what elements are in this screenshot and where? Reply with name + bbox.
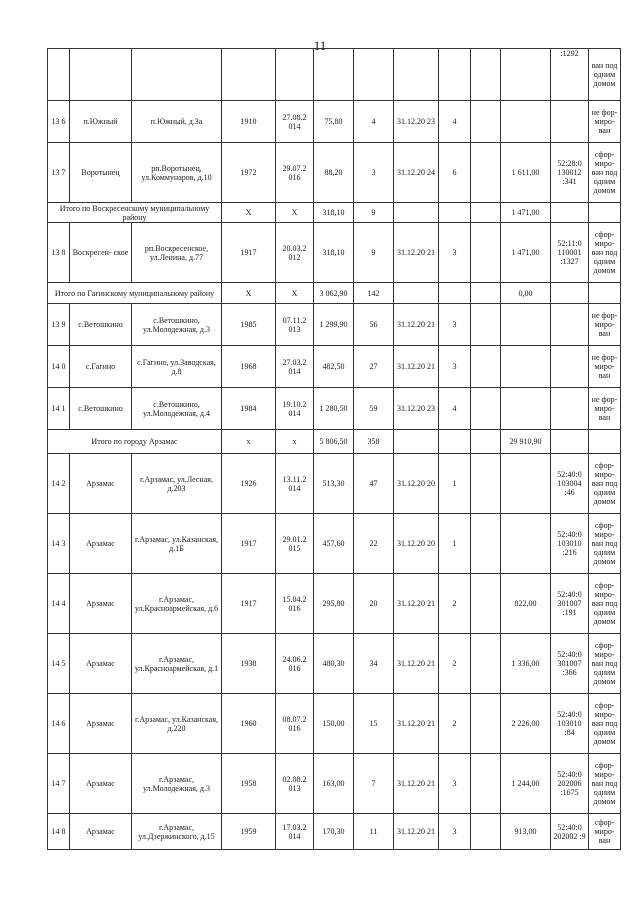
residents-cell: 27 [354,346,394,388]
year-cell: 1910 [222,101,276,143]
amount-cell: 822,00 [501,574,551,634]
area-cell: 1 299,90 [314,304,354,346]
amount-cell: 1 471,00 [501,223,551,283]
residents-cell: 4 [354,101,394,143]
total-row [48,203,621,223]
date-cell: 19.10.2 014 [276,388,314,430]
cadastre-cell [551,430,589,454]
deadline-cell: 31.12.20 21 [394,304,439,346]
row-number-cell: 14 8 [48,814,70,850]
area-cell: 170,30 [314,814,354,850]
deadline-cell: 31.12.20 23 [394,101,439,143]
address-cell: г.Арзамас, ул.Казанская, д.220 [132,694,222,754]
year-cell: 1972 [222,143,276,203]
amount-cell [501,346,551,388]
area-cell: 480,30 [314,634,354,694]
count-cell [471,223,501,283]
count-cell [471,143,501,203]
address-cell: рп.Воротынец, ул.Коммунаров, д.10 [132,143,222,203]
locality-cell: п.Южный [70,101,132,143]
locality-cell: Воротынец [70,143,132,203]
table-row [48,223,621,283]
locality-cell: Арзамас [70,814,132,850]
stage-cell: 3 [439,223,471,283]
area-cell: 457,60 [314,514,354,574]
status-cell: сфор- миро- ван [589,814,621,850]
amount-cell: 1 471,00 [501,203,551,223]
deadline-cell: 31.12.20 21 [394,694,439,754]
year-cell: X [222,283,276,304]
residents-cell: 22 [354,514,394,574]
year-cell: 1960 [222,694,276,754]
cadastre-cell [551,101,589,143]
row-number-cell: 13 8 [48,223,70,283]
page-number: 11 [313,38,327,53]
area-cell: 482,50 [314,346,354,388]
year-cell: 1959 [222,814,276,850]
table-row [48,304,621,346]
cadastre-cell: 52:40:0 103010 :216 [551,514,589,574]
stage-cell: 3 [439,346,471,388]
residents-cell: 56 [354,304,394,346]
row-number-cell: 14 4 [48,574,70,634]
count-cell [471,304,501,346]
residents-cell: 9 [354,223,394,283]
amount-cell [501,388,551,430]
residents-cell: 34 [354,634,394,694]
date-cell: 29.01.2 015 [276,514,314,574]
housing-register-table [47,48,621,850]
deadline-cell [394,283,439,304]
table-row [48,754,621,814]
year-cell: 1926 [222,454,276,514]
deadline-cell: 31.12.20 24 [394,143,439,203]
table-row [48,634,621,694]
residents-cell: 7 [354,754,394,814]
cadastre-cell: 52:40:0 202002 :9 [551,814,589,850]
address-cell: г.Арзамас, ул.Красноармейская, д.1 [132,634,222,694]
count-cell [471,814,501,850]
residents-cell: 15 [354,694,394,754]
locality-cell: Арзамас [70,514,132,574]
cadastre-cell: 52:11:0 110001 :1327 [551,223,589,283]
table-row [48,694,621,754]
table-row [48,454,621,514]
status-cell: не фор- миро- ван [589,388,621,430]
amount-cell [501,101,551,143]
area-cell: 3 062,90 [314,283,354,304]
year-cell: 1985 [222,304,276,346]
stage-cell [439,283,471,304]
stage-cell: 2 [439,694,471,754]
date-cell: 02.08.2 013 [276,754,314,814]
row-number-cell: 14 6 [48,694,70,754]
date-cell: 15.04.2 016 [276,574,314,634]
deadline-cell: 31.12.20 21 [394,634,439,694]
address-cell: г.Арзамас, ул.Дзержинского, д.15 [132,814,222,850]
stage-cell: 3 [439,814,471,850]
area-cell: 163,00 [314,754,354,814]
area-cell: 318,10 [314,203,354,223]
locality-cell: с.Гагино [70,346,132,388]
status-cell: сфор- миро- ван под одним домом [589,634,621,694]
date-cell: 17.03.2 014 [276,814,314,850]
address-cell: г.Арзамас, ул.Казанская, д.1Б [132,514,222,574]
cadastre-cell: 52:40:0 301007 :191 [551,574,589,634]
status-cell: сфор- миро- ван под одним домом [589,143,621,203]
locality-cell: Арзамас [70,574,132,634]
stage-cell: 1 [439,514,471,574]
row-number-cell: 14 1 [48,388,70,430]
locality-cell: Арзамас [70,454,132,514]
residents-cell: 20 [354,574,394,634]
amount-cell: 2 226,00 [501,694,551,754]
deadline-cell: 31.12.20 21 [394,223,439,283]
deadline-cell: 31.12.20 23 [394,388,439,430]
area-cell: 88,20 [314,143,354,203]
date-cell: 29.07.2 016 [276,143,314,203]
count-cell [471,754,501,814]
cadastre-cell: 52:40:0 202006 :1675 [551,754,589,814]
status-cell: сфор- миро- ван под одним домом [589,574,621,634]
date-cell: 20.03.2 012 [276,223,314,283]
address-cell: п.Южный, д.3а [132,101,222,143]
row-number-cell: 14 2 [48,454,70,514]
area-cell: 5 806,50 [314,430,354,454]
area-cell: 295,80 [314,574,354,634]
residents-cell: 142 [354,283,394,304]
locality-cell: Арзамас [70,754,132,814]
table-row [48,101,621,143]
cadastre-cell: 52:40:0 301007 :366 [551,634,589,694]
status-cell: не фор- миро- ван [589,101,621,143]
amount-cell [501,304,551,346]
stage-cell: 2 [439,574,471,634]
table-row [48,814,621,850]
deadline-cell: 31.12.20 21 [394,754,439,814]
amount-cell: 1 244,00 [501,754,551,814]
amount-cell [501,454,551,514]
table-row [48,514,621,574]
area-cell: 150,00 [314,694,354,754]
count-cell [471,634,501,694]
address-cell: с.Ветошкино, ул.Молодежная, д.4 [132,388,222,430]
locality-cell: с.Ветошкино [70,388,132,430]
address-cell: с.Ветошкино, ул.Молодежная, д.3 [132,304,222,346]
deadline-cell [394,430,439,454]
deadline-cell: 31.12.20 21 [394,346,439,388]
date-cell: 13.11.2 014 [276,454,314,514]
total-label: Итого по Гагинскому муниципальному району [48,283,222,304]
date-cell: 24.06.2 016 [276,634,314,694]
count-cell [471,346,501,388]
residents-cell: 59 [354,388,394,430]
deadline-cell [394,203,439,223]
status-cell: сфор- миро- ван под одним домом [589,454,621,514]
cadastre-cell [551,304,589,346]
address-cell: г.Арзамас, ул.Молодежная, д.3 [132,754,222,814]
total-row [48,283,621,304]
area-cell: 1 280,50 [314,388,354,430]
count-cell [471,283,501,304]
residents-cell: 47 [354,454,394,514]
locality-cell: Арзамас [70,694,132,754]
status-cell: ван под одним домом [589,49,621,101]
row-number-cell: 14 0 [48,346,70,388]
amount-cell: 913,00 [501,814,551,850]
year-cell: X [222,203,276,223]
cadastre-cell: 52:40:0 103004 :46 [551,454,589,514]
year-cell: 1938 [222,634,276,694]
cadastre-cell: 52:40:0 103010 :84 [551,694,589,754]
area-cell: 75,80 [314,101,354,143]
count-cell [471,388,501,430]
address-cell: г.Арзамас, ул.Лесная, д.20З [132,454,222,514]
year-cell: 1917 [222,574,276,634]
total-label: Итого по Воскресенскому муниципальному району [48,203,222,223]
count-cell [471,694,501,754]
row-number-cell: 14 7 [48,754,70,814]
residents-cell: 11 [354,814,394,850]
address-cell: г.Арзамас, ул.Красноармейская, д.6 [132,574,222,634]
residents-cell: 358 [354,430,394,454]
address-cell: с.Гагино, ул.Заводская, д.8 [132,346,222,388]
table-row [48,346,621,388]
date-cell: x [276,430,314,454]
cadastre-cell: :1292 [551,49,589,101]
count-cell [471,203,501,223]
deadline-cell: 31.12.20 21 [394,574,439,634]
year-cell: 1984 [222,388,276,430]
status-cell [589,430,621,454]
stage-cell: 1 [439,454,471,514]
amount-cell: 29 910,90 [501,430,551,454]
cadastre-cell [551,388,589,430]
table-row [48,574,621,634]
stage-cell: 3 [439,754,471,814]
row-number-cell: 13 6 [48,101,70,143]
year-cell: 1968 [222,346,276,388]
date-cell: 27.08.2 014 [276,101,314,143]
year-cell: x [222,430,276,454]
date-cell: 27.03.2 014 [276,346,314,388]
locality-cell: Арзамас [70,634,132,694]
stage-cell [439,430,471,454]
status-cell: сфор- миро- ван под одним домом [589,694,621,754]
date-cell: X [276,283,314,304]
year-cell: 1917 [222,223,276,283]
table-row [48,143,621,203]
address-cell: рп.Воскресенское, ул.Ленина, д.77 [132,223,222,283]
area-cell: 318,10 [314,223,354,283]
row-number-cell: 13 7 [48,143,70,203]
row-number-cell: 14 5 [48,634,70,694]
cadastre-cell [551,203,589,223]
row-number-cell: 14 3 [48,514,70,574]
date-cell: X [276,203,314,223]
count-cell [471,101,501,143]
stage-cell: 3 [439,304,471,346]
status-cell: не фор- миро- ван [589,346,621,388]
status-cell: не фор- миро- ван [589,304,621,346]
table-row [48,49,621,101]
table-row [48,388,621,430]
date-cell: 08.07.2 016 [276,694,314,754]
stage-cell: 6 [439,143,471,203]
date-cell: 07.11.2 013 [276,304,314,346]
cadastre-cell [551,346,589,388]
residents-cell: 3 [354,143,394,203]
amount-cell: 1 336,00 [501,634,551,694]
status-cell: сфор- миро- ван под одним домом [589,514,621,574]
residents-cell: 9 [354,203,394,223]
area-cell: 513,30 [314,454,354,514]
year-cell: 1917 [222,514,276,574]
row-number-cell: 13 9 [48,304,70,346]
total-row [48,430,621,454]
locality-cell: с.Ветошкино [70,304,132,346]
amount-cell [501,514,551,574]
status-cell [589,203,621,223]
stage-cell: 4 [439,101,471,143]
year-cell: 1958 [222,754,276,814]
status-cell: сфор- миро- ван под одним домом [589,754,621,814]
cadastre-cell: 52:28:0 130012 :341 [551,143,589,203]
count-cell [471,514,501,574]
deadline-cell: 31.12.20 21 [394,814,439,850]
stage-cell: 4 [439,388,471,430]
amount-cell: 1 611,00 [501,143,551,203]
deadline-cell: 31.12.20 20 [394,454,439,514]
status-cell: сфор- миро- ван под одним домом [589,223,621,283]
count-cell [471,454,501,514]
stage-cell [439,203,471,223]
total-label: Итого по городу Арзамас [48,430,222,454]
count-cell [471,574,501,634]
deadline-cell: 31.12.20 20 [394,514,439,574]
locality-cell: Воскресен- ское [70,223,132,283]
count-cell [471,430,501,454]
cadastre-cell [551,283,589,304]
stage-cell: 2 [439,634,471,694]
amount-cell: 0,00 [501,283,551,304]
status-cell [589,283,621,304]
